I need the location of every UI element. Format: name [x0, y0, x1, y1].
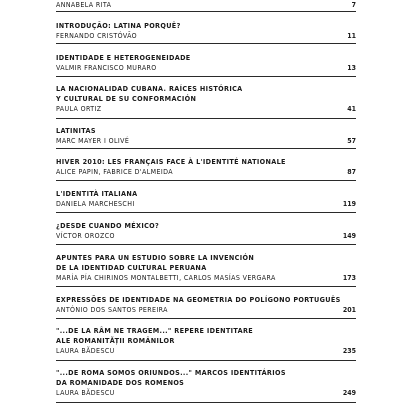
entry-author: VALMIR FRANCISCO MURARO — [56, 64, 157, 72]
toc-entry — [56, 126, 356, 146]
entry-title: L'IDENTITÀ ITALIANA — [56, 189, 138, 198]
divider-line — [56, 76, 356, 77]
entry-author: ALICE PAPIN, FABRICE D'ALMEIDA — [56, 168, 173, 176]
toc-entry — [56, 21, 356, 41]
entry-meta — [56, 167, 356, 177]
entry-title: HIVER 2010: LES FRANÇAIS FACE À L'IDENTITÉ NATIONALE — [56, 157, 286, 166]
divider-line — [56, 11, 356, 12]
entry-title: ¿DESDE CUANDO MÉXICO? — [56, 221, 160, 230]
entry-meta — [56, 273, 356, 283]
entry-title: "...DE ROMA SOMOS ORIUNDOS..." MARCOS IDENTITÁRIOS — [56, 368, 286, 377]
divider-line — [56, 360, 356, 361]
entry-meta — [56, 136, 356, 146]
entry-author: DANIELA MARCHESCHI — [56, 200, 135, 208]
entry-page-number: 173 — [342, 274, 356, 282]
entry-author: PAULA ORTIZ — [56, 105, 102, 113]
toc-entry — [56, 253, 356, 283]
divider-line — [56, 318, 356, 319]
entry-page-number: 235 — [342, 347, 356, 355]
entry-meta — [56, 199, 356, 209]
entry-author: LAURA BĂDESCU — [56, 347, 115, 355]
entry-page-number: 11 — [347, 32, 356, 40]
entry-title: DE LA IDENTIDAD CULTURAL PERUANA — [56, 263, 207, 272]
divider-line — [56, 148, 356, 149]
divider-line — [56, 402, 356, 403]
divider-line — [56, 286, 356, 287]
entry-page-number: 41 — [347, 105, 356, 113]
toc-entry — [56, 221, 356, 241]
entry-title: LATINITAS — [56, 126, 96, 135]
entry-meta — [56, 231, 356, 241]
divider-line — [56, 180, 356, 181]
entry-meta — [56, 104, 356, 114]
entry-page-number: 149 — [342, 232, 356, 240]
entry-title: LA NACIONALIDAD CUBANA. RAÍCES HISTÓRICA — [56, 84, 243, 93]
toc-entry — [56, 0, 356, 10]
toc-entry — [56, 326, 356, 356]
entry-meta — [56, 346, 356, 356]
entry-title: "...DE LA RÂM NE TRAGEM..." REPERE IDENTITARE — [56, 326, 254, 335]
entry-meta — [56, 305, 356, 315]
toc-entry — [56, 368, 356, 398]
divider-line — [56, 244, 356, 245]
entry-page-number: 249 — [342, 389, 356, 397]
entry-page-number: 87 — [347, 168, 356, 176]
entry-meta — [56, 0, 356, 10]
entry-meta — [56, 63, 356, 73]
entry-page-number: 13 — [347, 64, 356, 72]
entry-title: ALE ROMANITĂȚII ROMÂNILOR — [56, 336, 175, 345]
entry-title: DA ROMANIDADE DOS ROMENOS — [56, 378, 185, 387]
divider-line — [56, 118, 356, 119]
toc-entry — [56, 84, 356, 114]
toc-entry — [56, 295, 356, 315]
entry-page-number: 119 — [342, 200, 356, 208]
toc-entry — [56, 189, 356, 209]
entry-title: APUNTES PARA UN ESTUDIO SOBRE LA INVENCIÓN — [56, 253, 255, 262]
toc-entry — [56, 157, 356, 177]
entry-author: FERNANDO CRISTÓVÃO — [56, 32, 138, 40]
toc-entry — [56, 53, 356, 73]
divider-line — [56, 212, 356, 213]
entry-author: ANTÓNIO DOS SANTOS PEREIRA — [56, 306, 168, 314]
entry-page-number: 7 — [351, 1, 356, 9]
entry-title: Y CULTURAL DE SU CONFORMACIÓN — [56, 94, 197, 103]
entry-title: INTRODUÇÃO: LATINA PORQUÊ? — [56, 21, 181, 30]
entry-page-number: 201 — [342, 306, 356, 314]
entry-author: MARC MAYER I OLIVÉ — [56, 137, 130, 145]
entry-author: ANNABELA RITA — [56, 1, 112, 9]
entry-page-number: 57 — [347, 137, 356, 145]
entry-title: IDENTIDADE E HETEROGENEIDADE — [56, 53, 191, 62]
divider-line — [56, 43, 356, 44]
entry-author: VÍCTOR OROZCO — [56, 232, 115, 240]
entry-meta — [56, 388, 356, 398]
entry-meta — [56, 31, 356, 41]
entry-title: EXPRESSÕES DE IDENTIDADE NA GEOMETRIA DO POLÍGONO PORTUGUÊS — [56, 295, 341, 304]
entry-author: MARÍA PÍA CHIRINOS MONTALBETTI, CARLOS MASÍAS VERGARA — [56, 274, 276, 282]
entry-author: LAURA BĂDESCU — [56, 389, 115, 397]
